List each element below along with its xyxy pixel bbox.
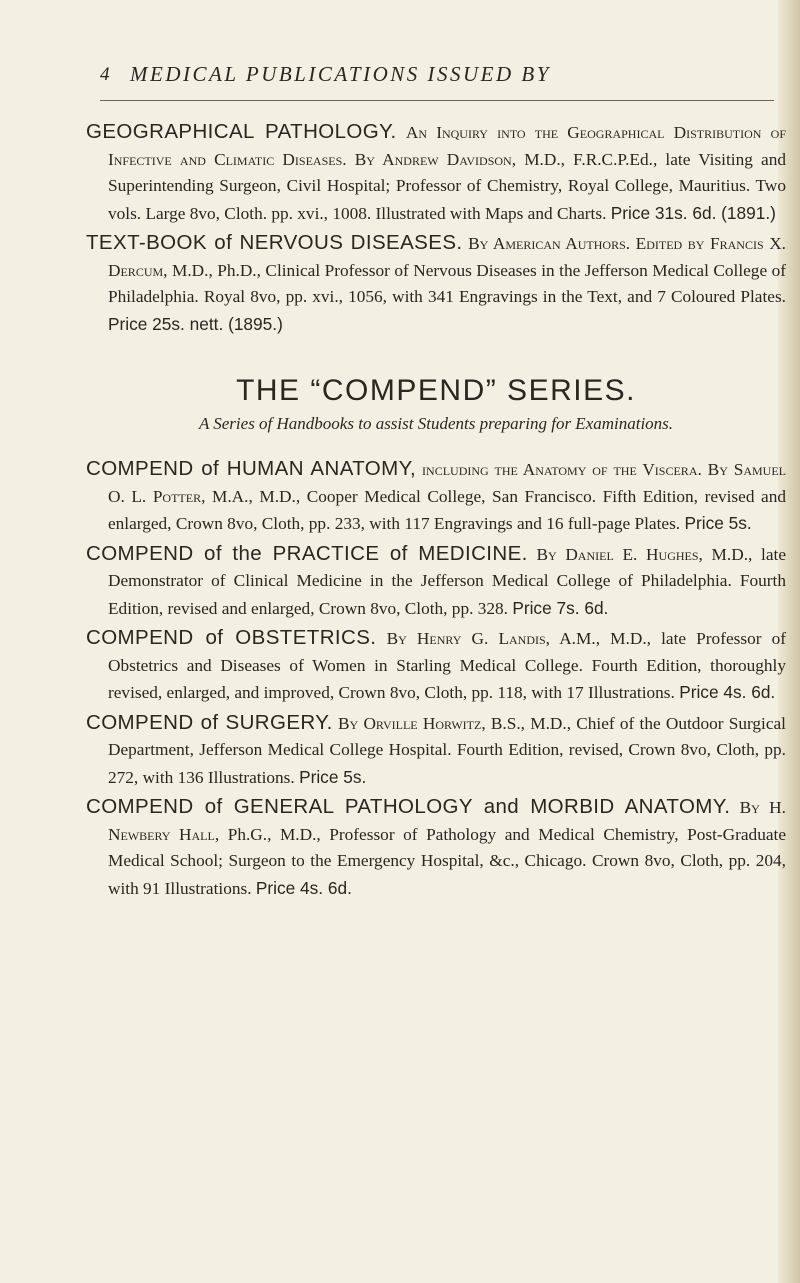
running-head-title: MEDICAL PUBLICATIONS ISSUED BY [130, 62, 551, 86]
book-entry-geographical-pathology [86, 119, 786, 227]
book-entry-obstetrics [86, 625, 786, 707]
entry-title: COMPEND of GENERAL PATHOLOGY and MORBID ANATOMY. [86, 795, 731, 818]
entry-subtitle: By Daniel E. Hughes, [536, 544, 703, 564]
series-subheading: A Series of Handbooks to assist Students preparing for Examinations. [198, 414, 674, 433]
entry-title: COMPEND of HUMAN ANATOMY, [86, 457, 417, 480]
series-heading: THE “COMPEND” SERIES. [236, 374, 636, 407]
running-head [100, 62, 774, 101]
entry-subtitle: By H. Newbery Hall, [108, 798, 786, 844]
entry-details: M.D., F.R.C.P.Ed., late Visiting and Superintending Surgeon, Civil Hospital; Professor of Chemistry, Royal College, Mauritius. Two vols. Large 8vo, Cloth. pp. xvi., 1008. Illustrated with Maps and Charts. [108, 149, 786, 223]
page-number: 4 [100, 64, 110, 85]
entry-price: Price 4s. 6d. [255, 877, 352, 898]
entry-details: A.M., M.D., late Professor of Obstetrics and Diseases of Women in Starling Medical College. Fourth Edition, thoroughly revised, enlarged, and improved, Crown 8vo, Cloth, pp. 118, with 17 Illustrations. [108, 629, 786, 702]
entry-price: Price 25s. nett. (1895.) [108, 313, 283, 334]
entry-price: Price 7s. 6d. [512, 597, 609, 618]
entry-subtitle: An Inquiry into the Geographical Distribution of Infective and Climatic Diseases. By Andrew Davidson, [108, 123, 786, 169]
entry-details: M.A., M.D., Cooper Medical College, San Francisco. Fifth Edition, revised and enlarged, Crown 8vo, Cloth, pp. 233, with 117 Engravings and 16 full-page Plates. [108, 486, 786, 533]
entry-subtitle: By American Authors. Edited by Francis X. Dercum, [108, 234, 786, 280]
entry-details: M.D., Ph.D., Clinical Professor of Nervous Diseases in the Jefferson Medical College of Philadelphia. Royal 8vo, pp. xvi., 1056, with 341 Engravings in the Text, and 7 Coloured Plates. [108, 260, 786, 306]
book-entry-general-pathology [86, 794, 786, 902]
entry-title: COMPEND of SURGERY. [86, 710, 333, 734]
entry-title: GEOGRAPHICAL PATHOLOGY. [86, 120, 397, 143]
entry-subtitle: By Orville Horwitz, [338, 713, 486, 733]
entry-price: Price 31s. 6d. (1891.) [610, 202, 776, 223]
entry-details: Ph.G., M.D., Professor of Pathology and Medical Chemistry, Post-Graduate Medical School; Surgeon to the Emergency Hospital, &c., Chicago. Crown 8vo, Cloth, pp. 204, with 91 Illustrations. [108, 824, 786, 898]
book-entry-nervous-diseases [86, 230, 786, 338]
entry-price: Price 5s. [299, 766, 367, 787]
entry-price: Price 4s. 6d. [679, 682, 776, 702]
entry-title: COMPEND of the PRACTICE of MEDICINE. [86, 541, 528, 565]
entry-price: Price 5s. [684, 513, 752, 533]
entry-details: M.D., late Demonstrator of Clinical Medicine in the Jefferson Medical College of Philadelphia. Fourth Edition, revised and enlarged, Crown 8vo, Cloth, pp. 328. [108, 544, 786, 618]
entry-title: TEXT-BOOK of NERVOUS DISEASES. [86, 231, 463, 254]
book-page [86, 62, 786, 902]
book-entry-human-anatomy [86, 456, 786, 538]
book-entry-surgery [86, 710, 786, 792]
entry-subtitle: By Henry G. Landis, [386, 629, 551, 648]
entry-details: B.S., M.D., Chief of the Outdoor Surgical Department, Jefferson Medical College Hospital. Fourth Edition, revised, Crown 8vo, Cloth, pp. 272, with 136 Illustrations. [108, 713, 786, 787]
entry-title: COMPEND of OBSTETRICS. [86, 626, 377, 649]
book-entry-practice-of-medicine [86, 541, 786, 623]
entry-subtitle: including the Anatomy of the Viscera. By Samuel O. L. Potter, [108, 460, 786, 506]
